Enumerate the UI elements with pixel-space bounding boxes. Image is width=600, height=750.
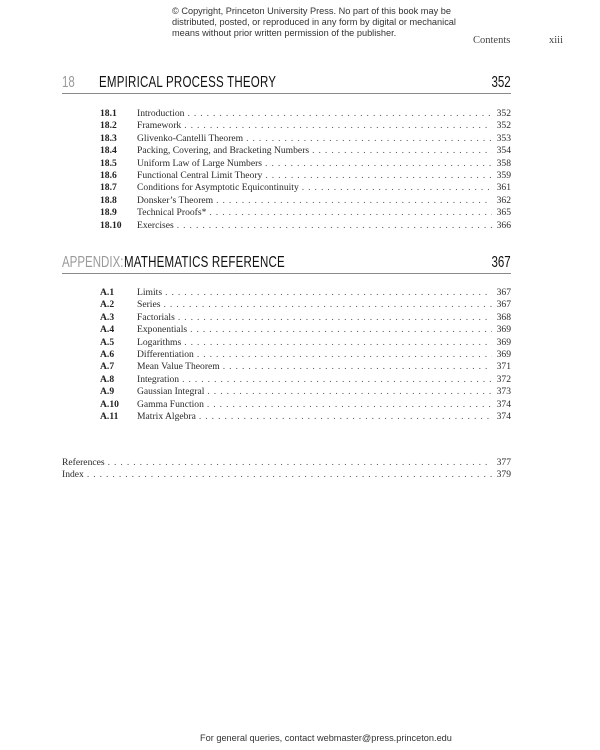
- section-page: 369: [496, 324, 511, 336]
- section-title: Limits: [137, 287, 163, 298]
- toc-entry[interactable]: [100, 145, 511, 157]
- toc-entry[interactable]: [100, 361, 511, 373]
- running-head-section: Contents: [473, 35, 511, 46]
- section-title: Gamma Function: [137, 398, 204, 410]
- section-page: 353: [496, 132, 511, 144]
- toc-entry[interactable]: [62, 457, 511, 469]
- section-number: A.5: [100, 336, 115, 348]
- section-number: A.6: [100, 348, 115, 360]
- section-title: Packing, Covering, and Bracketing Numbers: [137, 145, 310, 157]
- section-number: A.4: [100, 324, 115, 336]
- dot-leader: [184, 337, 492, 349]
- toc-entry[interactable]: [100, 312, 511, 324]
- section-number: A.3: [100, 311, 115, 323]
- section-title: Gaussian Integral: [137, 386, 205, 398]
- dot-leader: [209, 207, 492, 219]
- toc-entry[interactable]: [100, 170, 511, 182]
- section-title: Conditions for Asymptotic Equicontinuity: [137, 182, 299, 194]
- dot-leader: [312, 145, 492, 157]
- section-page: 365: [496, 207, 511, 219]
- toc-entry[interactable]: [100, 182, 511, 194]
- chapter-number: 18: [62, 74, 75, 91]
- section-title: Differentiation: [137, 348, 194, 360]
- section-page: 373: [496, 386, 511, 398]
- copyright-line: © Copyright, Princeton University Press. No part of this book may be: [172, 6, 451, 16]
- section-page: 374: [496, 410, 511, 422]
- section-title: Factorials: [137, 311, 175, 323]
- toc-entry[interactable]: [100, 120, 511, 132]
- dot-leader: [178, 312, 492, 324]
- section-title: Integration: [137, 373, 180, 385]
- section-page: 377: [496, 457, 511, 468]
- dot-leader: [87, 469, 492, 481]
- chapter-18-section-list: [100, 108, 511, 232]
- section-number: 18.7: [100, 182, 117, 194]
- section-page: 369: [496, 336, 511, 348]
- toc-entry[interactable]: [100, 287, 511, 299]
- toc-entry[interactable]: [100, 386, 511, 398]
- section-page: 358: [496, 157, 511, 169]
- dot-leader: [265, 158, 492, 170]
- dot-leader: [302, 182, 492, 194]
- toc-entry[interactable]: [100, 220, 511, 232]
- section-title: Uniform Law of Large Numbers: [137, 157, 263, 169]
- section-title: Technical Proofs*: [137, 207, 207, 219]
- section-page: 366: [496, 219, 511, 231]
- toc-entry[interactable]: [100, 158, 511, 170]
- section-title: Donsker’s Theorem: [137, 194, 214, 206]
- back-matter-list: [62, 457, 511, 482]
- copyright-line: distributed, posted, or reproduced in any form by digital or mechanical: [172, 17, 456, 27]
- section-number: 18.4: [100, 145, 117, 157]
- section-page: 352: [496, 120, 511, 132]
- section-title: Functional Central Limit Theory: [137, 169, 263, 181]
- dot-leader: [187, 108, 492, 120]
- section-number: 18.9: [100, 207, 117, 219]
- section-title: Logarithms: [137, 336, 182, 348]
- section-page: 369: [496, 348, 511, 360]
- footer-contact: For general queries, contact webmaster@press.princeton.edu: [200, 733, 452, 743]
- section-number: 18.1: [100, 108, 117, 119]
- section-page: 368: [496, 311, 511, 323]
- toc-entry[interactable]: [100, 133, 511, 145]
- section-title: Exponentials: [137, 324, 188, 336]
- chapter-page: 352: [491, 74, 511, 91]
- section-title: Series: [137, 299, 161, 311]
- section-page: 374: [496, 398, 511, 410]
- dot-leader: [199, 411, 492, 423]
- dot-leader: [163, 299, 492, 311]
- dot-leader: [197, 349, 492, 361]
- section-page: 379: [496, 469, 511, 481]
- copyright-notice: [172, 6, 472, 39]
- dot-leader: [177, 220, 492, 232]
- section-number: A.1: [100, 287, 115, 298]
- section-number: 18.2: [100, 120, 117, 132]
- section-page: 367: [496, 299, 511, 311]
- section-page: 354: [496, 145, 511, 157]
- chapter-18-heading[interactable]: [62, 73, 511, 94]
- dot-leader: [184, 120, 492, 132]
- toc-entry[interactable]: [100, 207, 511, 219]
- section-title: Index: [62, 469, 84, 481]
- toc-entry[interactable]: [100, 411, 511, 423]
- dot-leader: [165, 287, 492, 299]
- dot-leader: [207, 399, 492, 411]
- running-head-page-number: xiii: [549, 35, 564, 46]
- section-number: A.11: [100, 410, 119, 422]
- section-number: A.9: [100, 386, 115, 398]
- dot-leader: [190, 324, 492, 336]
- appendix-section-list: [100, 287, 511, 423]
- toc-entry[interactable]: [100, 374, 511, 386]
- toc-entry[interactable]: [100, 195, 511, 207]
- section-number: A.10: [100, 398, 119, 410]
- section-number: A.7: [100, 361, 115, 373]
- section-page: 367: [496, 287, 511, 298]
- toc-entry[interactable]: [100, 337, 511, 349]
- toc-entry[interactable]: [100, 349, 511, 361]
- section-title: Exercises: [137, 219, 174, 231]
- appendix-heading[interactable]: [62, 253, 511, 274]
- section-page: 361: [496, 182, 511, 194]
- appendix-page: 367: [491, 254, 511, 271]
- dot-leader: [207, 386, 492, 398]
- section-title: Matrix Algebra: [137, 410, 196, 422]
- section-number: 18.5: [100, 157, 117, 169]
- section-title: Mean Value Theorem: [137, 361, 220, 373]
- toc-entry[interactable]: [62, 469, 511, 481]
- toc-entry[interactable]: [100, 399, 511, 411]
- section-page: 372: [496, 373, 511, 385]
- section-page: 371: [496, 361, 511, 373]
- dot-leader: [246, 133, 492, 145]
- toc-entry[interactable]: [100, 324, 511, 336]
- dot-leader: [182, 374, 492, 386]
- dot-leader: [265, 170, 492, 182]
- section-title: Introduction: [137, 108, 185, 119]
- appendix-title: MATHEMATICS REFERENCE: [124, 254, 285, 271]
- section-number: 18.6: [100, 169, 117, 181]
- section-number: 18.10: [100, 219, 122, 231]
- section-number: 18.3: [100, 132, 117, 144]
- section-title: References: [62, 457, 105, 468]
- section-title: Glivenko-Cantelli Theorem: [137, 132, 244, 144]
- copyright-line: means without prior written permission of the publisher.: [172, 28, 397, 38]
- toc-entry[interactable]: [100, 299, 511, 311]
- section-title: Framework: [137, 120, 182, 132]
- section-page: 362: [496, 194, 511, 206]
- chapter-title: EMPIRICAL PROCESS THEORY: [99, 74, 277, 91]
- section-number: A.8: [100, 373, 115, 385]
- section-page: 352: [496, 108, 511, 119]
- toc-entry[interactable]: [100, 108, 511, 120]
- dot-leader: [216, 195, 492, 207]
- appendix-label: APPENDIX:: [62, 254, 124, 271]
- section-page: 359: [496, 169, 511, 181]
- section-number: A.2: [100, 299, 115, 311]
- dot-leader: [108, 457, 492, 469]
- dot-leader: [223, 361, 492, 373]
- section-number: 18.8: [100, 194, 117, 206]
